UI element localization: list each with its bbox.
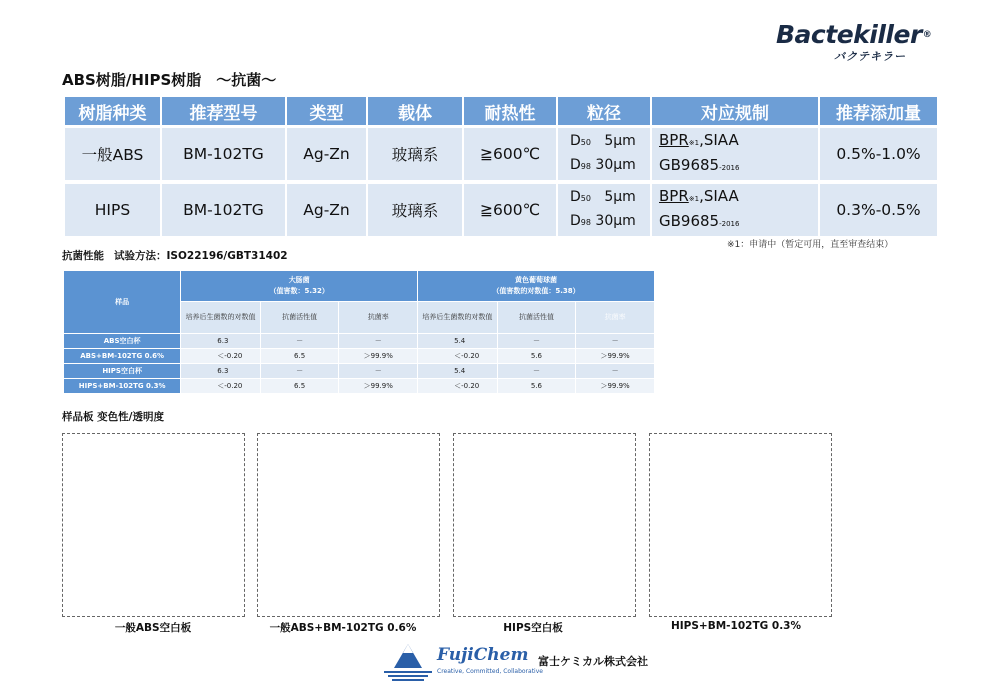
- ecoli-title: 大肠菌: [288, 276, 310, 284]
- panel-label: HIPS空白板: [503, 622, 563, 634]
- sample-panel-abs-blank: [62, 433, 245, 617]
- header-regulation: 对应规制: [652, 97, 818, 125]
- d50-value: 5μm: [604, 189, 636, 205]
- staph-subtitle: （值害数的对数值：5.38）: [492, 287, 580, 295]
- ab-row: [64, 334, 654, 348]
- staph-rate: －: [576, 334, 654, 348]
- fujichem-logo: [380, 638, 648, 688]
- d98-sub: 98: [580, 162, 591, 171]
- staph-activity: 5.6: [498, 349, 576, 363]
- sample-name: HIPS空白杯: [64, 364, 180, 378]
- gb-year: -2016: [719, 164, 740, 172]
- ecoli-count-header: 培养后生菌数的对数值: [181, 302, 260, 333]
- ab-row: [64, 349, 654, 363]
- heat-cell: ≧600℃: [464, 180, 556, 236]
- antibacterial-heading: [62, 248, 298, 263]
- header-particle-size: 粒径: [558, 97, 650, 125]
- ecoli-count: ＜-0.20: [181, 379, 260, 393]
- type-cell: Ag-Zn: [287, 180, 366, 236]
- mountain-logo-icon: [380, 638, 436, 686]
- staph-header: [418, 271, 654, 301]
- staph-rate-header: 抗菌率: [576, 302, 654, 333]
- ecoli-rate: －: [339, 364, 417, 378]
- staph-rate: ＞99.9%: [576, 379, 654, 393]
- staph-count: 5.4: [418, 364, 497, 378]
- ecoli-count: 6.3: [181, 334, 260, 348]
- d50-sub: 50: [580, 138, 591, 147]
- d98-value: 30μm: [595, 213, 636, 229]
- d98-label: D: [570, 157, 581, 173]
- carrier-cell: 玻璃系: [368, 125, 462, 180]
- company-name-jp: 富士ケミカル株式会社: [538, 655, 648, 668]
- sample-header: 样品: [64, 271, 180, 333]
- sample-panels-heading: 样品板 变色性/透明度: [62, 411, 164, 423]
- staph-count: ＜-0.20: [418, 379, 497, 393]
- ecoli-activity: 6.5: [261, 379, 339, 393]
- staph-rate: －: [576, 364, 654, 378]
- panel-label: HIPS+BM-102TG 0.3%: [670, 620, 802, 632]
- gb-year: -2016: [719, 220, 740, 228]
- sample-panel-hips-additive: [649, 433, 832, 617]
- sample-name: HIPS+BM-102TG 0.3%: [64, 379, 180, 393]
- staph-activity: －: [498, 364, 576, 378]
- logo-registered-mark: ®: [922, 30, 932, 40]
- header-carrier: 载体: [368, 97, 462, 125]
- bpr-note: ※1: [688, 195, 700, 203]
- bactekiller-logo: [776, 22, 972, 66]
- d50-sub: 50: [580, 194, 591, 203]
- antibacterial-title: 抗菌性能: [62, 250, 104, 262]
- type-cell: Ag-Zn: [287, 125, 366, 180]
- staph-activity-header: 抗菌活性值: [498, 302, 576, 333]
- ecoli-rate: ＞99.9%: [339, 349, 417, 363]
- staph-count: 5.4: [418, 334, 497, 348]
- resin-cell: HIPS: [65, 180, 160, 236]
- bpr-text: BPR: [659, 131, 689, 149]
- gb-text: GB9685: [659, 212, 720, 230]
- ab-row: [64, 379, 654, 393]
- ecoli-rate: －: [339, 334, 417, 348]
- sample-panel-abs-additive: [257, 433, 440, 617]
- ecoli-activity-header: 抗菌活性值: [261, 302, 339, 333]
- header-model: 推荐型号: [162, 97, 285, 125]
- siaa-text: ,SIAA: [699, 131, 739, 149]
- staph-activity: 5.6: [498, 379, 576, 393]
- ecoli-activity: 6.5: [261, 349, 339, 363]
- ecoli-activity: －: [261, 364, 339, 378]
- ecoli-subtitle: （值害数：5.32）: [269, 287, 329, 295]
- header-type: 类型: [287, 97, 366, 125]
- spec-header-row: [65, 97, 937, 125]
- header-heat-resistance: 耐热性: [464, 97, 556, 125]
- spec-table: [63, 97, 939, 236]
- ecoli-activity: －: [261, 334, 339, 348]
- header-dosage: 推荐添加量: [820, 97, 937, 125]
- ecoli-rate-header: 抗菌率: [339, 302, 417, 333]
- sample-name: ABS空白杯: [64, 334, 180, 348]
- d50-label: D: [570, 189, 581, 205]
- sample-name: ABS+BM-102TG 0.6%: [64, 349, 180, 363]
- dosage-cell: 0.3%-0.5%: [820, 180, 937, 236]
- d50-label: D: [570, 133, 581, 149]
- ecoli-rate: ＞99.9%: [339, 379, 417, 393]
- dosage-cell: 0.5%-1.0%: [820, 125, 937, 180]
- ecoli-count: ＜-0.20: [181, 349, 260, 363]
- particle-size-cell: [558, 180, 650, 236]
- siaa-text: ,SIAA: [699, 187, 739, 205]
- model-cell: BM-102TG: [162, 125, 285, 180]
- regulation-cell: [652, 180, 818, 236]
- ecoli-count: 6.3: [181, 364, 260, 378]
- d50-value: 5μm: [604, 133, 636, 149]
- staph-title: 黄色葡萄球菌: [515, 276, 558, 284]
- particle-size-cell: [558, 125, 650, 180]
- model-cell: BM-102TG: [162, 180, 285, 236]
- footnote: ※1：申请中（暂定可用，直至审查结束）: [727, 240, 894, 250]
- d98-label: D: [570, 213, 581, 229]
- carrier-cell: 玻璃系: [368, 180, 462, 236]
- staph-count-header: 培养后生菌数的对数值: [418, 302, 497, 333]
- logo-kana: バクテキラー: [834, 50, 906, 63]
- ab-header-row: [64, 271, 654, 301]
- bpr-text: BPR: [659, 187, 689, 205]
- gb-text: GB9685: [659, 156, 720, 174]
- ab-row: [64, 364, 654, 378]
- panel-label: 一般ABS+BM-102TG 0.6%: [269, 622, 417, 634]
- staph-count: ＜-0.20: [418, 349, 497, 363]
- regulation-cell: [652, 125, 818, 180]
- spec-row: [65, 180, 937, 236]
- resin-cell: 一般ABS: [65, 125, 160, 180]
- panel-label: 一般ABS空白板: [114, 622, 192, 634]
- heat-cell: ≧600℃: [464, 125, 556, 180]
- page-title: ABS树脂/HIPS树脂 ～抗菌～: [62, 71, 277, 89]
- bpr-note: ※1: [688, 139, 700, 147]
- test-method: 试验方法：ISO22196/GBT31402: [114, 250, 288, 262]
- spec-row: [65, 125, 937, 180]
- d98-value: 30μm: [595, 157, 636, 173]
- company-tagline: Creative, Committed, Collaborative: [437, 668, 543, 675]
- company-name-en: FujiChem: [437, 645, 529, 665]
- logo-text: Bactekiller: [776, 20, 922, 49]
- header-resin-type: 树脂种类: [65, 97, 160, 125]
- staph-rate: ＞99.9%: [576, 349, 654, 363]
- d98-sub: 98: [580, 218, 591, 227]
- antibacterial-table: [63, 270, 655, 394]
- staph-activity: －: [498, 334, 576, 348]
- ecoli-header: [181, 271, 417, 301]
- sample-panel-hips-blank: [453, 433, 636, 617]
